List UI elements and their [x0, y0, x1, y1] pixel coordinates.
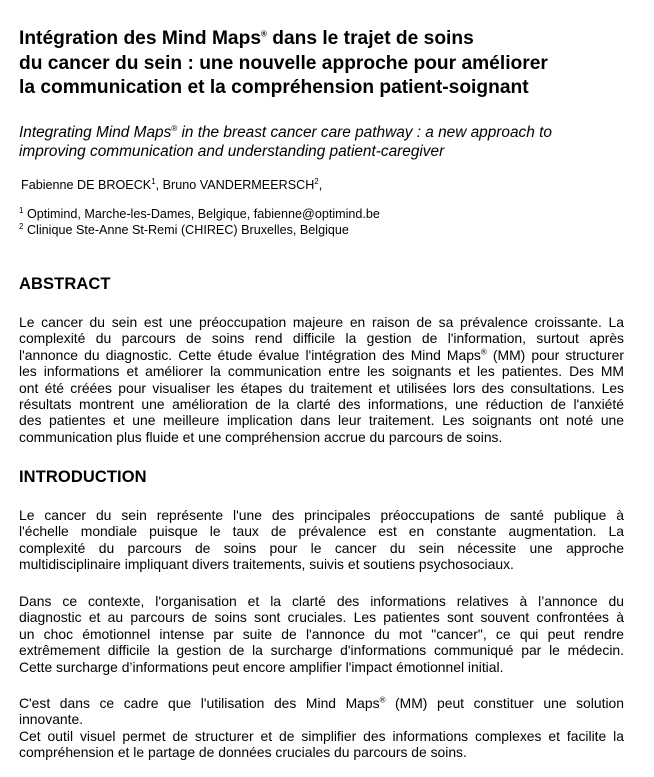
text-line: un choc émotionnel intense par suite de l'annonce du mot "cancer", ce qui peut rendre	[19, 625, 624, 642]
text-line: extrêmement difficile la gestion de la surcharge d'informations communiqué par le médecin.	[19, 642, 624, 659]
text-line: Cette surcharge d’informations peut encore amplifier l'impact émotionnel initial.	[19, 658, 504, 675]
author-name: , Bruno VANDERMEERSCH	[155, 178, 315, 192]
title-line: Intégration des Mind Maps® dans le trajet de soins	[19, 28, 474, 49]
affiliation-text: Clinique Ste-Anne St-Remi (CHIREC) Bruxelles, Belgique	[23, 223, 349, 237]
text-line: communication plus fluide et une compréhension accrue du parcours de soins.	[19, 428, 503, 445]
introduction-paragraph-2	[19, 593, 624, 675]
registered-mark: ®	[261, 29, 267, 39]
registered-mark: ®	[379, 695, 386, 705]
text-line: Le cancer du sein représente l'une des principales préoccupations de santé publique à	[19, 507, 624, 523]
title-line: du cancer du sein : une nouvelle approche pour améliorer	[19, 52, 548, 74]
affiliation-1	[19, 206, 380, 222]
title-line: la communication et la compréhension patient-soignant	[19, 77, 529, 98]
introduction-heading: INTRODUCTION	[19, 468, 147, 486]
subtitle-line: Integrating Mind Maps® in the breast cancer care pathway : a new approach to	[19, 123, 552, 141]
affiliation-text: Optimind, Marche-les-Dames, Belgique, fabienne@optimind.be	[23, 207, 380, 221]
text-line: C'est dans ce cadre que l'utilisation des Mind Maps® (MM) peut constituer une solution	[19, 695, 624, 711]
text-line: l'échelle mondiale puisque le taux de prévalence est en constante augmentation. La	[19, 523, 624, 540]
text-line: l'annonce du diagnostic. Cette étude évalue l'intégration des Mind Maps® (MM) pour structurer	[19, 346, 624, 363]
text-line: Le cancer du sein est une préoccupation majeure en raison de sa prévalence croissante. La	[19, 314, 624, 330]
text-line: Dans ce contexte, l'organisation et la clarté des informations relatives à l’annonce du	[19, 593, 624, 609]
text-line: ont été créées pour visualiser les étapes du traitement et utilisées lors des consultations. Les	[19, 379, 624, 396]
text-line: complexité du parcours de soins pour le cancer du sein nécessite une approche	[19, 539, 624, 556]
abstract-paragraph	[19, 314, 624, 445]
registered-mark: ®	[171, 123, 178, 133]
affiliation-2	[19, 222, 349, 238]
text-line: innovante.	[19, 711, 84, 728]
paper-title	[19, 27, 639, 101]
affiliation-marker: 1	[19, 205, 24, 215]
text-line: complexité du parcours de soins rend difficile la gestion de l'information, surtout après	[19, 330, 624, 347]
author-list	[21, 178, 322, 192]
affiliation-marker: 1	[151, 176, 156, 186]
affiliation-marker: 2	[19, 221, 24, 231]
text-line: des patientes et une meilleure implication dans leur traitement. Les soignants ont noté une	[19, 412, 624, 429]
text-line: Cet outil visuel permet de structurer et de simplifier des informations complexes et facilite la	[19, 727, 624, 744]
text-line: compréhension et le partage de données cruciales du parcours de soins.	[19, 744, 467, 761]
text-line: les informations et améliorer la communication entre les soignants et les patientes. Des MM	[19, 363, 624, 380]
text-line: multidisciplinaire impliquant divers traitements, suivis et soutiens psychosociaux.	[19, 556, 514, 573]
author-list-end: ,	[318, 178, 323, 192]
text-line: résultats montrent une amélioration de la clarté des informations, une réduction de l'anxiété	[19, 396, 624, 413]
affiliation-marker: 2	[314, 176, 319, 186]
introduction-paragraph-3	[19, 695, 624, 761]
author-name: Fabienne DE BROECK	[21, 178, 152, 192]
text-line: diagnostic et au parcours de soins sont cruciales. Les patientes sont souvent confrontées à	[19, 609, 624, 626]
registered-mark: ®	[480, 347, 487, 357]
introduction-paragraph-1	[19, 507, 624, 573]
subtitle-line: improving communication and understanding patient-caregiver	[19, 142, 445, 160]
paper-subtitle-english	[19, 124, 639, 161]
abstract-heading: ABSTRACT	[19, 275, 111, 293]
